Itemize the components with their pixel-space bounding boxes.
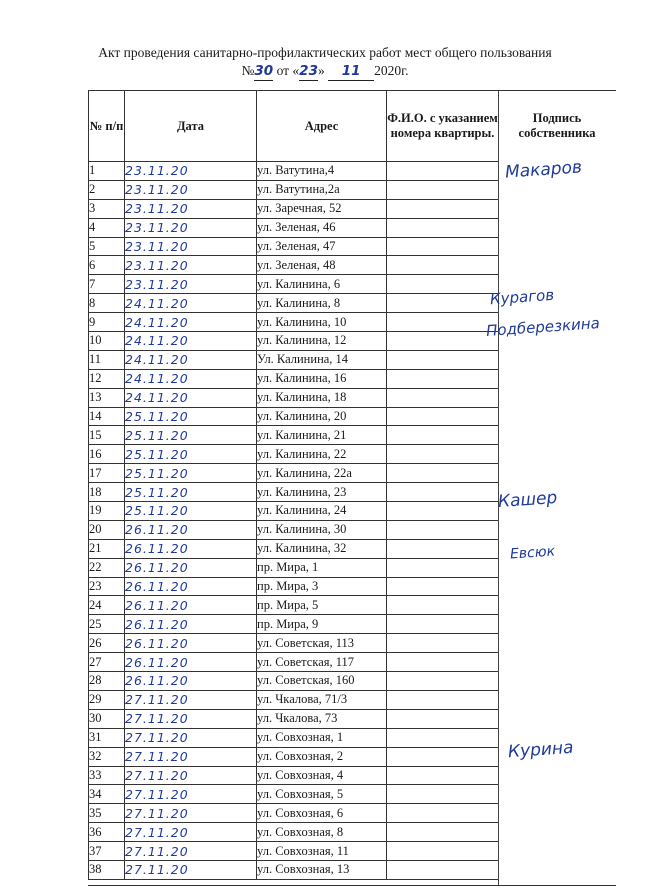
- row-address: ул. Калинина, 30: [257, 520, 387, 539]
- row-date: 25.11.20: [125, 483, 257, 502]
- row-address: ул. Совхозная, 2: [257, 747, 387, 766]
- row-date: 26.11.20: [125, 615, 257, 634]
- row-number: 10: [89, 332, 125, 351]
- row-address: ул. Калинина, 32: [257, 539, 387, 558]
- row-address: ул. Зеленая, 48: [257, 256, 387, 275]
- row-date: 23.11.20: [125, 218, 257, 237]
- row-number: 7: [89, 275, 125, 294]
- row-date: 25.11.20: [125, 407, 257, 426]
- row-date: 23.11.20: [125, 237, 257, 256]
- row-date: 24.11.20: [125, 388, 257, 407]
- row-address: ул. Калинина, 24: [257, 502, 387, 521]
- row-date: 26.11.20: [125, 558, 257, 577]
- row-address: ул. Совхозная, 4: [257, 766, 387, 785]
- row-date: 26.11.20: [125, 672, 257, 691]
- row-address: ул. Заречная, 52: [257, 199, 387, 218]
- row-address: ул. Ватутина,4: [257, 162, 387, 181]
- row-date: 26.11.20: [125, 539, 257, 558]
- row-number: 31: [89, 728, 125, 747]
- row-number: 37: [89, 842, 125, 861]
- table-row: [89, 785, 499, 804]
- row-address: ул. Совхозная, 1: [257, 728, 387, 747]
- row-address: ул. Зеленая, 47: [257, 237, 387, 256]
- row-number: 23: [89, 577, 125, 596]
- table-row: [89, 180, 499, 199]
- table-row: [89, 672, 499, 691]
- row-number: 11: [89, 350, 125, 369]
- table-row: [89, 860, 499, 879]
- row-number: 25: [89, 615, 125, 634]
- row-address: ул. Советская, 160: [257, 672, 387, 691]
- row-address: ул. Калинина, 21: [257, 426, 387, 445]
- row-address: ул. Калинина, 22: [257, 445, 387, 464]
- page-bottom-rule: [88, 885, 616, 886]
- row-address: ул. Совхозная, 13: [257, 860, 387, 879]
- row-address: ул. Зеленая, 46: [257, 218, 387, 237]
- close-quote: »: [317, 63, 325, 78]
- row-address: ул. Калинина, 10: [257, 313, 387, 332]
- row-address: ул. Ватутина,2а: [257, 180, 387, 199]
- row-number: 28: [89, 672, 125, 691]
- row-number: 36: [89, 823, 125, 842]
- row-date: 27.11.20: [125, 842, 257, 861]
- row-date: 25.11.20: [125, 426, 257, 445]
- col-header-signature: [498, 90, 616, 161]
- row-number: 38: [89, 860, 125, 879]
- row-number: 12: [89, 369, 125, 388]
- table-row: [89, 653, 499, 672]
- row-date: 24.11.20: [125, 294, 257, 313]
- row-address: ул. Калинина, 12: [257, 332, 387, 351]
- row-number: 4: [89, 218, 125, 237]
- row-date: 26.11.20: [125, 653, 257, 672]
- act-month: 11: [328, 62, 374, 81]
- row-date: 25.11.20: [125, 502, 257, 521]
- row-number: 18: [89, 483, 125, 502]
- row-address: ул. Советская, 117: [257, 653, 387, 672]
- signature-5: Евсюк: [509, 543, 556, 563]
- row-number: 22: [89, 558, 125, 577]
- row-date: 27.11.20: [125, 823, 257, 842]
- row-date: 23.11.20: [125, 275, 257, 294]
- row-date: 23.11.20: [125, 199, 257, 218]
- row-address: ул. Совхозная, 11: [257, 842, 387, 861]
- table-row: [89, 577, 499, 596]
- table-row: [89, 842, 499, 861]
- col-header-signature-label: Подпись собственника: [518, 111, 596, 140]
- signature-column: [478, 90, 616, 885]
- row-date: 24.11.20: [125, 369, 257, 388]
- row-address: ул. Чкалова, 73: [257, 709, 387, 728]
- table-row: [89, 275, 499, 294]
- row-date: 23.11.20: [125, 256, 257, 275]
- row-date: 27.11.20: [125, 785, 257, 804]
- signature-4: Кашер: [497, 487, 558, 513]
- row-date: 27.11.20: [125, 804, 257, 823]
- row-date: 27.11.20: [125, 766, 257, 785]
- row-address: пр. Мира, 3: [257, 577, 387, 596]
- row-address: ул. Чкалова, 71/3: [257, 690, 387, 709]
- signature-column-border: [498, 90, 499, 885]
- table-header: [89, 91, 499, 162]
- table-row: [89, 294, 499, 313]
- table-row: [89, 709, 499, 728]
- table-row: [89, 218, 499, 237]
- row-number: 9: [89, 313, 125, 332]
- act-year: 2020г.: [374, 63, 409, 78]
- table-row: [89, 823, 499, 842]
- row-number: 21: [89, 539, 125, 558]
- row-date: 27.11.20: [125, 690, 257, 709]
- table-row: [89, 426, 499, 445]
- table-row: [89, 558, 499, 577]
- table-row: [89, 596, 499, 615]
- row-address: ул. Совхозная, 8: [257, 823, 387, 842]
- table-row: [89, 464, 499, 483]
- row-date: 24.11.20: [125, 313, 257, 332]
- document-title: Акт проведения санитарно-профилактических работ мест общего пользования: [98, 45, 552, 60]
- table-row: [89, 728, 499, 747]
- row-address: ул. Совхозная, 5: [257, 785, 387, 804]
- row-address: ул. Калинина, 18: [257, 388, 387, 407]
- row-date: 23.11.20: [125, 180, 257, 199]
- number-prefix: №: [241, 63, 255, 78]
- table-row: [89, 747, 499, 766]
- date-from-label: от «: [276, 63, 300, 78]
- table-row: [89, 766, 499, 785]
- row-number: 14: [89, 407, 125, 426]
- table-row: [89, 237, 499, 256]
- row-number: 19: [89, 502, 125, 521]
- act-number-line: [0, 62, 650, 81]
- table-row: [89, 313, 499, 332]
- row-number: 30: [89, 709, 125, 728]
- row-date: 23.11.20: [125, 162, 257, 181]
- row-number: 8: [89, 294, 125, 313]
- col-header-date: Дата: [125, 91, 257, 162]
- row-date: 27.11.20: [125, 860, 257, 879]
- table-row: [89, 388, 499, 407]
- col-header-address: Адрес: [257, 91, 387, 162]
- col-header-fio: Ф.И.О. с указанием номера квартиры.: [387, 91, 499, 162]
- row-number: 3: [89, 199, 125, 218]
- row-date: 24.11.20: [125, 332, 257, 351]
- col-header-number: № п/п: [89, 91, 125, 162]
- table-body: [89, 162, 499, 880]
- table-row: [89, 615, 499, 634]
- table-row: [89, 256, 499, 275]
- row-address: пр. Мира, 1: [257, 558, 387, 577]
- table-row: [89, 520, 499, 539]
- act-table: [88, 90, 499, 880]
- table-row: [89, 502, 499, 521]
- row-date: 26.11.20: [125, 577, 257, 596]
- row-number: 5: [89, 237, 125, 256]
- row-date: 27.11.20: [125, 728, 257, 747]
- row-number: 16: [89, 445, 125, 464]
- row-date: 26.11.20: [125, 634, 257, 653]
- row-date: 24.11.20: [125, 350, 257, 369]
- table-row: [89, 804, 499, 823]
- row-address: ул. Калинина, 16: [257, 369, 387, 388]
- row-address: ул. Калинина, 6: [257, 275, 387, 294]
- row-date: 27.11.20: [125, 747, 257, 766]
- row-number: 20: [89, 520, 125, 539]
- table-row: [89, 350, 499, 369]
- table-row: [89, 332, 499, 351]
- row-date: 27.11.20: [125, 709, 257, 728]
- row-date: 25.11.20: [125, 464, 257, 483]
- row-date: 25.11.20: [125, 445, 257, 464]
- row-number: 1: [89, 162, 125, 181]
- row-address: ул. Калинина, 23: [257, 483, 387, 502]
- row-date: 26.11.20: [125, 596, 257, 615]
- signature-3: Подберезкина: [485, 314, 601, 340]
- row-number: 27: [89, 653, 125, 672]
- table-row: [89, 539, 499, 558]
- row-number: 26: [89, 634, 125, 653]
- row-date: 26.11.20: [125, 520, 257, 539]
- act-day: 23: [299, 63, 318, 79]
- table-row: [89, 445, 499, 464]
- row-address: пр. Мира, 9: [257, 615, 387, 634]
- signature-6: Курина: [507, 737, 575, 763]
- table-row: [89, 690, 499, 709]
- table-row: [89, 162, 499, 181]
- row-address: Ул. Калинина, 14: [257, 350, 387, 369]
- row-address: ул. Советская, 113: [257, 634, 387, 653]
- table-row: [89, 483, 499, 502]
- row-address: ул. Калинина, 8: [257, 294, 387, 313]
- row-address: ул. Калинина, 20: [257, 407, 387, 426]
- row-number: 34: [89, 785, 125, 804]
- row-number: 2: [89, 180, 125, 199]
- row-address: ул. Калинина, 22а: [257, 464, 387, 483]
- row-number: 6: [89, 256, 125, 275]
- act-number: 30: [254, 63, 274, 79]
- row-number: 32: [89, 747, 125, 766]
- row-number: 13: [89, 388, 125, 407]
- row-number: 24: [89, 596, 125, 615]
- table-row: [89, 634, 499, 653]
- row-number: 17: [89, 464, 125, 483]
- row-number: 35: [89, 804, 125, 823]
- row-number: 29: [89, 690, 125, 709]
- row-address: пр. Мира, 5: [257, 596, 387, 615]
- row-address: ул. Совхозная, 6: [257, 804, 387, 823]
- table-row: [89, 369, 499, 388]
- table-row: [89, 407, 499, 426]
- row-number: 15: [89, 426, 125, 445]
- table-row: [89, 199, 499, 218]
- signature-1: Макаров: [504, 157, 583, 183]
- signature-2: Курагов: [489, 285, 555, 309]
- row-number: 33: [89, 766, 125, 785]
